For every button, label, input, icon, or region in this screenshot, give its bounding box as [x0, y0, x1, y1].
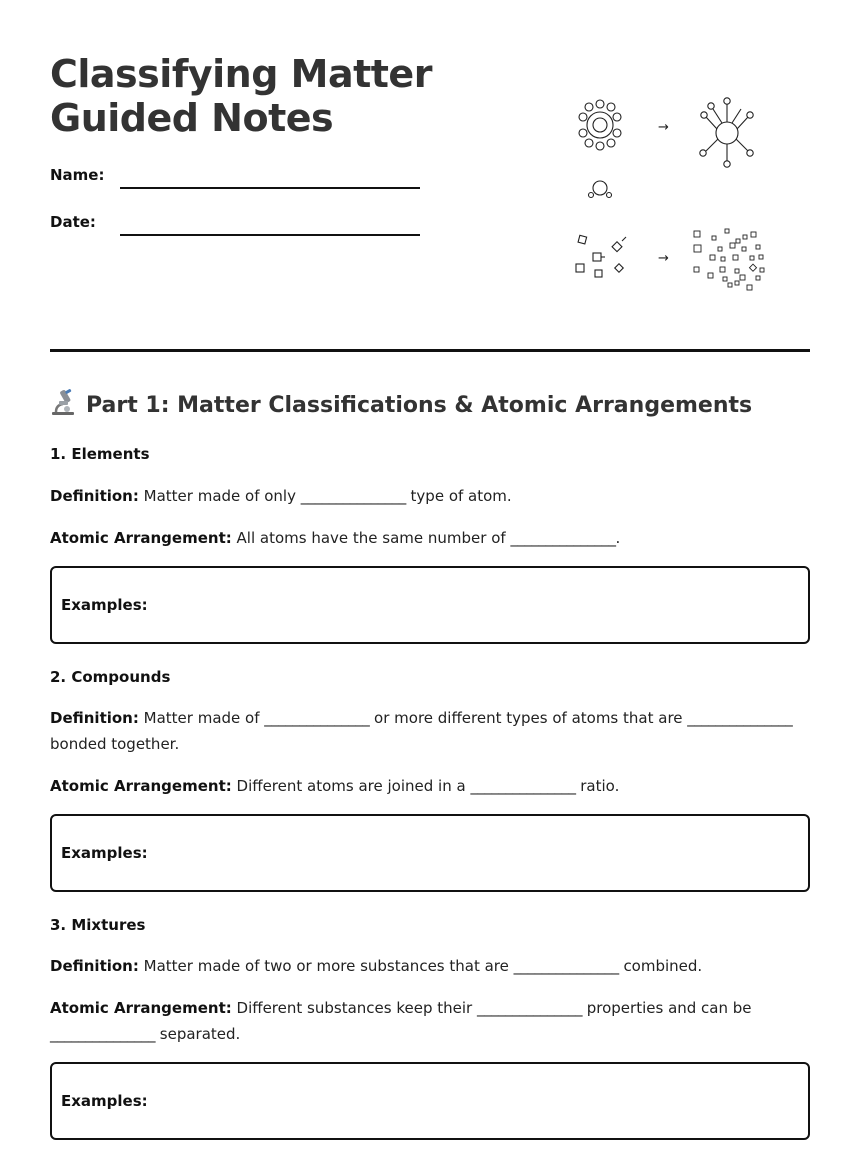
- fill-in-blank[interactable]: _______________: [510, 529, 616, 547]
- date-field[interactable]: [120, 234, 420, 236]
- definition-label: Definition:: [50, 487, 139, 505]
- definition-text: or more different types of atoms that are: [374, 709, 683, 727]
- definition-label: Definition:: [50, 709, 139, 727]
- fill-in-blank[interactable]: _______________: [50, 1025, 155, 1043]
- page-title: [50, 52, 432, 140]
- arrangement-text: separated.: [159, 1025, 241, 1043]
- section-compounds-title: 2. Compounds: [50, 668, 171, 686]
- elements-definition: [50, 483, 810, 509]
- compounds-definition: [50, 705, 810, 757]
- name-field[interactable]: [120, 187, 420, 189]
- definition-label: Definition:: [50, 957, 139, 975]
- compounds-examples-box[interactable]: [50, 814, 810, 892]
- scattered-particles-icon: [576, 235, 626, 277]
- fill-in-blank[interactable]: _______________: [476, 999, 582, 1017]
- mixtures-arrangement: [50, 995, 810, 1047]
- date-label: Date:: [50, 213, 96, 231]
- elements-arrangement: [50, 525, 810, 551]
- definition-text: Matter made of only: [143, 487, 296, 505]
- svg-text:→: →: [658, 251, 669, 266]
- definition-text: type of atom.: [410, 487, 512, 505]
- examples-label: Examples:: [61, 844, 148, 862]
- header-divider: [50, 349, 810, 352]
- section-elements-title: 1. Elements: [50, 445, 150, 463]
- arrangement-text: properties and can be: [586, 999, 752, 1017]
- fill-in-blank[interactable]: _______________: [300, 487, 406, 505]
- fill-in-blank[interactable]: _______________: [687, 709, 793, 727]
- definition-text: bonded together.: [50, 735, 180, 753]
- part-1-heading: [50, 388, 752, 422]
- svg-text:→: →: [658, 120, 669, 135]
- definition-text: combined.: [623, 957, 703, 975]
- arrangement-text: ratio.: [580, 777, 620, 795]
- microscope-icon: [50, 388, 76, 422]
- atom-cluster-icon: [579, 100, 621, 150]
- arrangement-text: Different atoms are joined in a: [236, 777, 466, 795]
- molecule-icon: [700, 98, 753, 167]
- compounds-arrangement: [50, 773, 810, 799]
- particle-cloud-icon: [694, 229, 764, 290]
- fill-in-blank[interactable]: _______________: [264, 709, 370, 727]
- arrangement-label: Atomic Arrangement:: [50, 529, 232, 547]
- arrangement-text: .: [615, 529, 621, 547]
- examples-label: Examples:: [61, 596, 148, 614]
- arrangement-label: Atomic Arrangement:: [50, 999, 232, 1017]
- single-atom-icon: [589, 181, 612, 198]
- section-mixtures-title: 3. Mixtures: [50, 916, 146, 934]
- elements-examples-box[interactable]: [50, 566, 810, 644]
- fill-in-blank[interactable]: _______________: [513, 957, 619, 975]
- mixtures-examples-box[interactable]: [50, 1062, 810, 1140]
- title-line-1: Classifying Matter: [50, 52, 432, 96]
- name-label: Name:: [50, 166, 105, 184]
- arrangement-label: Atomic Arrangement:: [50, 777, 232, 795]
- definition-text: Matter made of two or more substances that are: [143, 957, 509, 975]
- fill-in-blank[interactable]: _______________: [470, 777, 576, 795]
- examples-label: Examples:: [61, 1092, 148, 1110]
- matter-arrangement-illustration: [570, 95, 780, 295]
- arrangement-text: All atoms have the same number of: [236, 529, 506, 547]
- mixtures-definition: [50, 953, 810, 979]
- title-line-2: Guided Notes: [50, 96, 334, 140]
- definition-text: Matter made of: [143, 709, 260, 727]
- part-1-heading-text: Part 1: Matter Classifications & Atomic Arrangements: [86, 392, 753, 418]
- arrangement-text: Different substances keep their: [236, 999, 473, 1017]
